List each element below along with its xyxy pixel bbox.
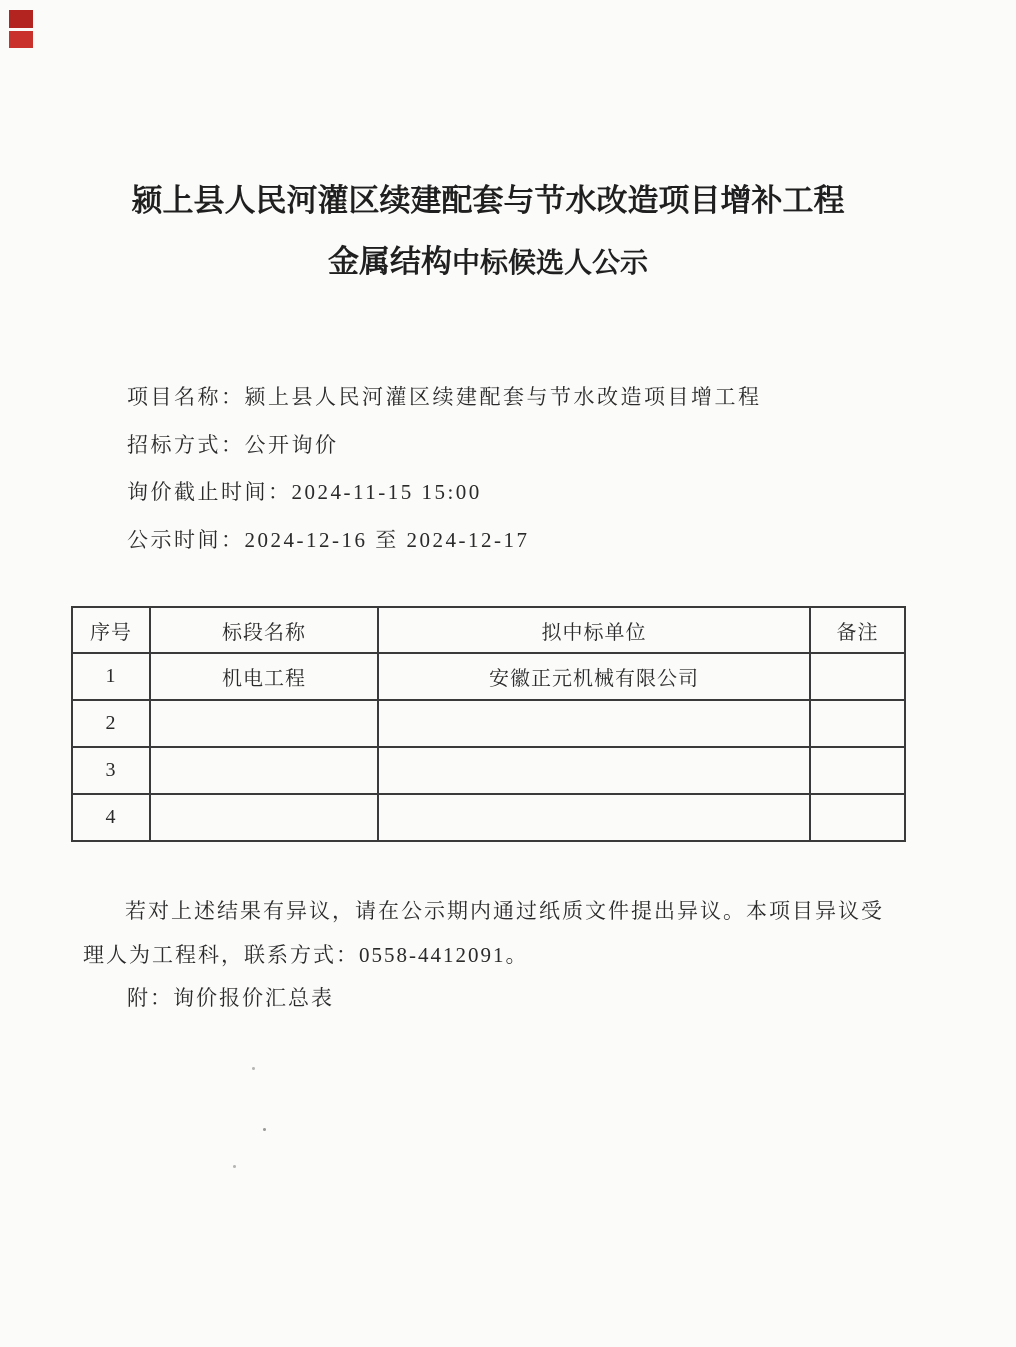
cell-winner <box>378 794 810 841</box>
table-header-row <box>72 607 905 653</box>
red-stamp-mark-bottom <box>9 31 33 48</box>
cell-remark <box>810 794 905 841</box>
info-line-bid-method: 招标方式：公开询价 <box>127 432 339 457</box>
cell-winner: 安徽正元机械有限公司 <box>378 653 810 700</box>
cell-serial: 4 <box>72 794 150 841</box>
document-title-line-1: 颍上县人民河灌区续建配套与节水改造项目增补工程 <box>131 183 845 218</box>
col-header-section: 标段名称 <box>150 607 378 653</box>
bid-results-table <box>71 606 906 842</box>
table-row <box>72 747 905 794</box>
scan-speck <box>263 1128 266 1131</box>
scan-speck <box>233 1165 236 1168</box>
info-block <box>127 374 762 564</box>
red-stamp-mark-top <box>9 10 33 28</box>
cell-serial: 1 <box>72 653 150 700</box>
cell-remark <box>810 653 905 700</box>
cell-section: 机电工程 <box>150 653 378 700</box>
col-header-winner: 拟中标单位 <box>378 607 810 653</box>
attachment-note: 附：询价报价汇总表 <box>127 986 334 1010</box>
cell-section <box>150 747 378 794</box>
cell-section <box>150 700 378 747</box>
table-row <box>72 700 905 747</box>
document-title-line-2 <box>0 236 976 281</box>
scan-speck <box>252 1067 255 1070</box>
table-row <box>72 653 905 700</box>
cell-winner <box>378 747 810 794</box>
objection-line-2: 理人为工程科，联系方式：0558-4412091。 <box>83 943 529 967</box>
objection-paragraph <box>83 889 913 977</box>
info-line-quote-deadline: 询价截止时间：2024-11-15 15:00 <box>127 480 482 504</box>
info-line-project-name: 项目名称：颍上县人民河灌区续建配套与节水改造项目增工程 <box>127 385 762 409</box>
col-header-remark: 备注 <box>810 607 905 653</box>
cell-serial: 2 <box>72 700 150 747</box>
info-line-publicity-period: 公示时间：2024-12-16 至 2024-12-17 <box>127 527 530 552</box>
objection-line-1: 若对上述结果有异议，请在公示期内通过纸质文件提出异议。本项目异议受 <box>125 899 884 923</box>
title-line-2-emphasis: 金属结构 <box>327 244 452 279</box>
cell-remark <box>810 747 905 794</box>
cell-section <box>150 794 378 841</box>
cell-remark <box>810 700 905 747</box>
table-row <box>72 794 905 841</box>
cell-winner <box>378 700 810 747</box>
col-header-serial: 序号 <box>72 607 150 653</box>
title-line-2-rest: 中标候选人公示 <box>451 248 648 279</box>
cell-serial: 3 <box>72 747 150 794</box>
